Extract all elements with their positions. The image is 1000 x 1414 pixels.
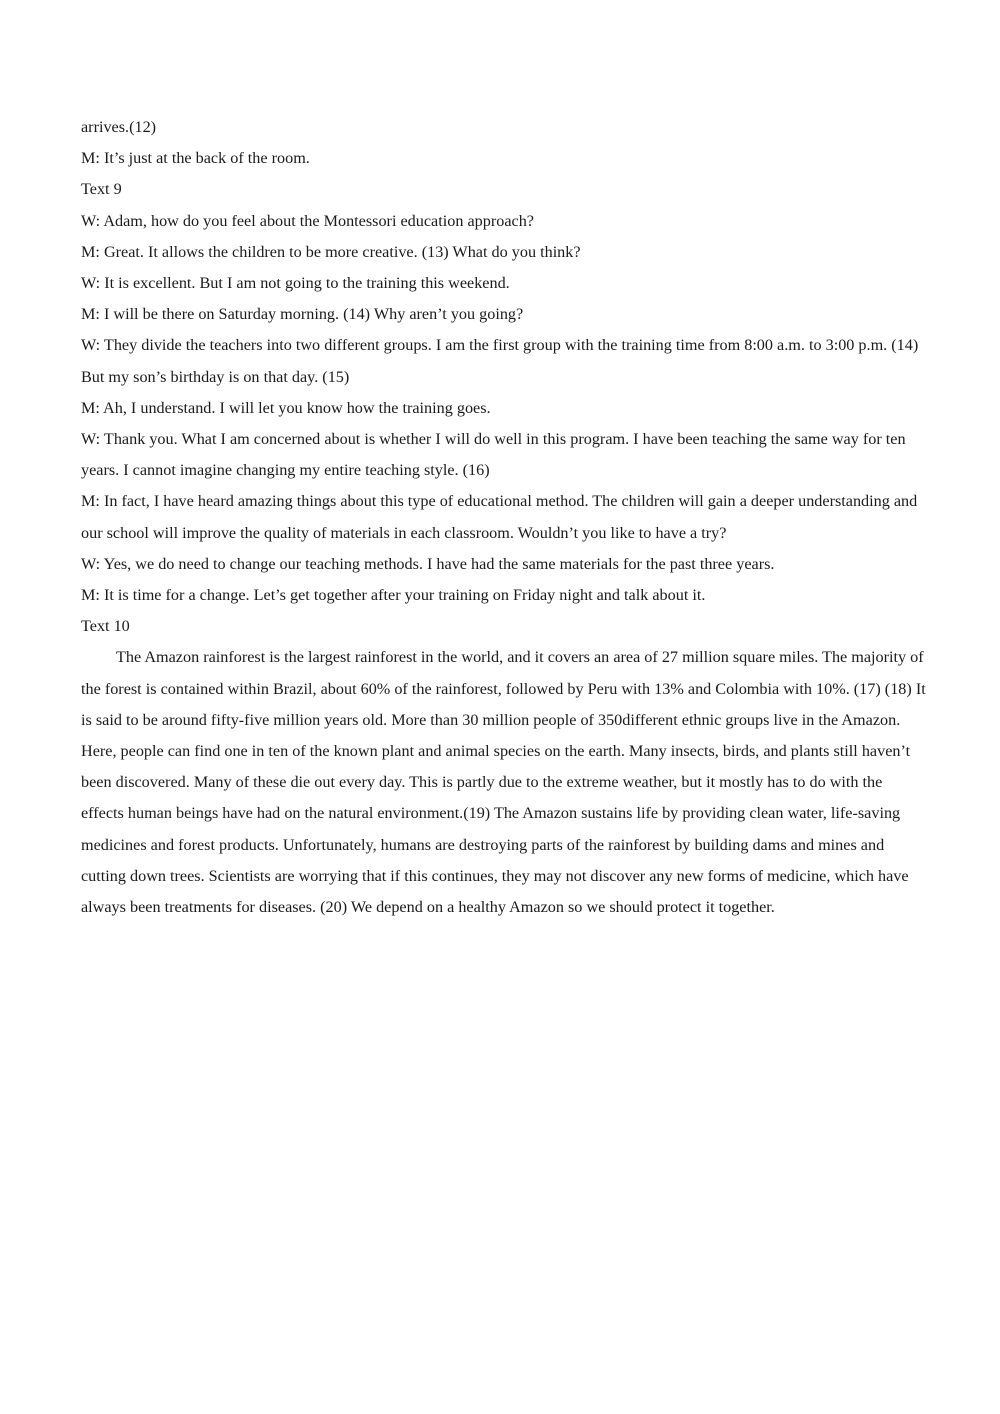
dialogue-line: M: In fact, I have heard amazing things about this type of educational method. The children will gain a deeper understanding and our school will improve the quality of materials in each classroom. Wouldn’t you like to have a try?: [81, 492, 918, 542]
dialogue-line: M: Great. It allows the children to be more creative. (13) What do you think?: [81, 242, 581, 261]
document-page: [81, 112, 926, 923]
dialogue-line: W: Yes, we do need to change our teaching methods. I have had the same materials for the past three years.: [81, 554, 775, 573]
dialogue-line: M: Ah, I understand. I will let you know how the training goes.: [81, 398, 491, 417]
passage-paragraph: The Amazon rainforest is the largest rainforest in the world, and it covers an area of 27 million square miles. The majority of the forest is contained within Brazil, about 60% of the rainforest, followed by Peru with 13% and Colombia with 10%. (17) (18) It is said to be around fifty-five million years old. More than 30 million people of 350different ethnic groups live in the Amazon. Here, people can find one in ten of the known plant and animal species on the earth. Many insects, birds, and plants still haven’t been discovered. Many of these die out every day. This is partly due to the extreme weather, but it mostly has to do with the effects human beings have had on the natural environment.(19) The Amazon sustains life by providing clean water, life-saving medicines and forest products. Unfortunately, humans are destroying parts of the rainforest by building dams and mines and cutting down trees. Scientists are worrying that if this continues, they may not discover any new forms of medicine, which have always been treatments for diseases. (20) We depend on a healthy Amazon so we should protect it together.: [81, 648, 926, 917]
dialogue-line: W: Adam, how do you feel about the Montessori education approach?: [81, 211, 534, 230]
dialogue-line: W: It is excellent. But I am not going to the training this weekend.: [81, 274, 510, 293]
dialogue-line: W: They divide the teachers into two different groups. I am the first group with the training time from 8:00 a.m. to 3:00 p.m. (14) But my son’s birthday is on that day. (15): [81, 336, 919, 386]
dialogue-line: W: Thank you. What I am concerned about is whether I will do well in this program. I have been teaching the same way for ten years. I cannot imagine changing my entire teaching style. (16): [81, 430, 906, 480]
dialogue-line: M: I will be there on Saturday morning. (14) Why aren’t you going?: [81, 305, 524, 324]
dialogue-line: M: It is time for a change. Let’s get together after your training on Friday night and talk about it.: [81, 586, 706, 605]
text-line: arrives.(12): [81, 118, 157, 136]
section-heading: Text 10: [81, 617, 130, 636]
dialogue-line: M: It’s just at the back of the room.: [81, 149, 310, 168]
section-heading: Text 9: [81, 180, 122, 199]
